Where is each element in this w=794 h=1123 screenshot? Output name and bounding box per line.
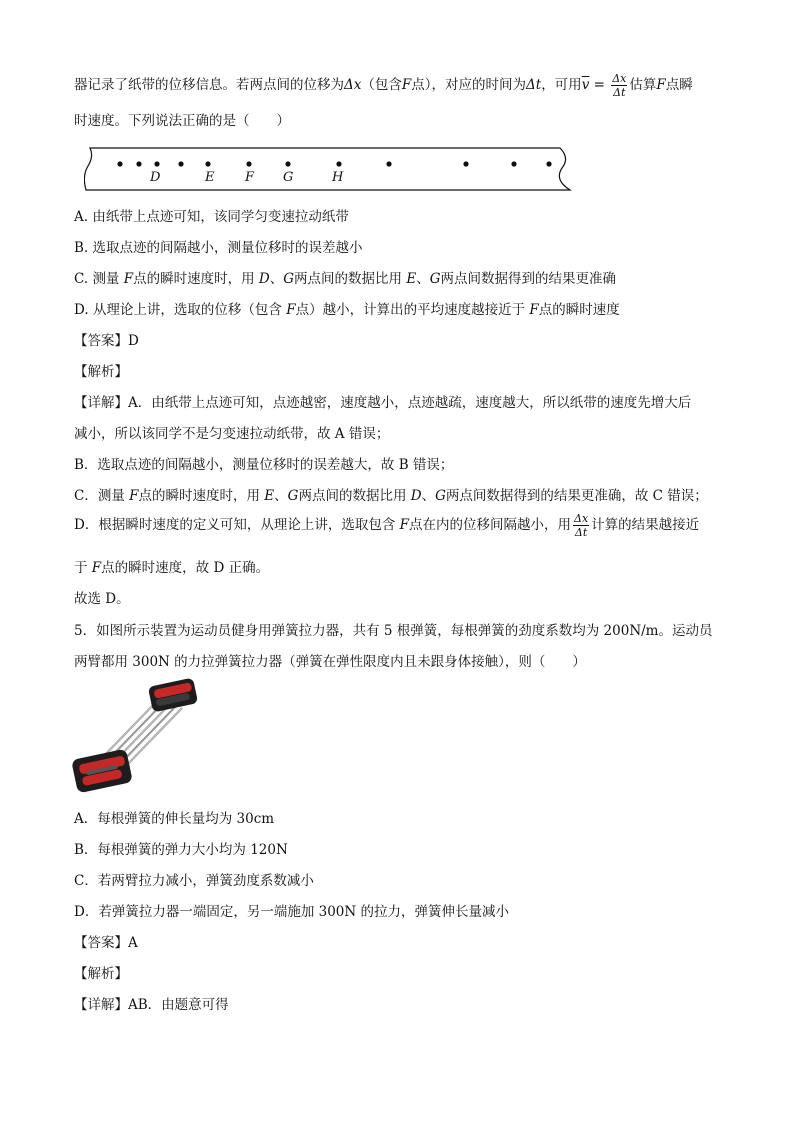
q5-answer — [74, 931, 138, 951]
detail-text: AB．由题意可得 — [128, 997, 229, 1013]
detail-tag: 【详解】 — [74, 395, 128, 411]
q4-option-a — [74, 205, 349, 225]
point-F: F — [401, 77, 412, 93]
detail-text: A．由纸带上点迹可知，点迹越密，速度越小，点迹越疏，速度越大，所以纸带的速度先增大后 — [128, 395, 692, 411]
q4-detail-line-2: 减小，所以该同学不是匀变速拉动纸带，故 A 错误； — [74, 426, 390, 442]
tape-dot — [546, 161, 551, 166]
detail-text: C．测量 — [74, 488, 130, 504]
option-text: 测量 — [92, 271, 124, 287]
tape-dot — [136, 161, 141, 166]
paper-tape-figure — [84, 146, 574, 196]
paper-tape — [84, 146, 574, 192]
tape-dot — [154, 161, 159, 166]
detail-text: D．根据瞬时速度的定义可知，从理论上讲，选取包含 — [74, 517, 400, 533]
tape-label-H: H — [332, 170, 344, 185]
q5-analysis-tag: 【解析】 — [74, 966, 128, 982]
q4-detail-line-3: B．选取点迹的间隔越小，测量位移时的误差越大，故 B 错误； — [74, 457, 454, 473]
fraction — [573, 512, 589, 539]
q5-option-d: D．若弹簧拉力器一端固定，另一端施加 300N 的拉力，弹簧伸长量减小 — [74, 904, 509, 920]
answer-tag: 【答案】 — [74, 935, 128, 951]
q4-answer — [74, 329, 139, 349]
q4-option-c — [74, 267, 616, 287]
q5-stem-line-2: 两臂都用 300N 的力拉弹簧拉力器（弹簧在弹性限度内且未跟身体接触），则（ ） — [74, 654, 586, 670]
intro-text: ，可用 — [541, 77, 582, 93]
tape-dot — [178, 161, 183, 166]
q5-option-c: C．若两臂拉力减小，弹簧劲度系数减小 — [74, 873, 314, 889]
answer-value: A — [128, 935, 138, 951]
q4-detail-line-5 — [74, 512, 699, 539]
point-F: F — [129, 488, 139, 504]
q5-option-a: A．每根弹簧的伸长量均为 30cm — [74, 811, 275, 827]
detail-text: 点的瞬时速度时，用 — [138, 488, 265, 504]
point-D: D — [410, 488, 422, 504]
point-F: F — [91, 560, 102, 576]
fraction-numerator: Δx — [574, 512, 589, 525]
fraction-numerator: Δx — [612, 72, 627, 85]
delta-x: Δx — [344, 77, 362, 93]
point-G: G — [435, 488, 446, 504]
detail-text: 点的瞬时速度，故 D 正确。 — [101, 560, 270, 576]
intro-text: 点），对应的时间为 — [411, 77, 526, 93]
intro-line-1 — [74, 72, 693, 99]
intro-text: 器记录了纸带的位移信息。若两点间的位移为 — [74, 77, 344, 93]
tape-dot — [511, 161, 516, 166]
answer-value: D — [128, 333, 139, 349]
point-D: D — [258, 271, 270, 287]
q5-stem-line-1: 5．如图所示装置为运动员健身用弹簧拉力器，共有 5 根弹簧，每根弹簧的劲度系数均为 200N/m。运动员 — [74, 623, 713, 639]
bottom-handle — [71, 749, 133, 794]
q4-option-b — [74, 236, 363, 256]
point-F: F — [656, 77, 666, 93]
q5-detail — [74, 993, 229, 1013]
q4-detail-line-6 — [74, 556, 269, 576]
option-prefix: B. — [74, 240, 93, 256]
option-text: 两点间的数据比用 — [294, 271, 407, 287]
point-E: E — [406, 271, 417, 287]
detail-text: 两点间的数据比用 — [298, 488, 411, 504]
option-text: 从理论上讲，选取的位移（包含 — [92, 302, 287, 318]
tape-dot — [463, 161, 468, 166]
detail-tag: 【详解】 — [74, 997, 128, 1013]
spring-expander-image — [70, 676, 200, 800]
equals: = — [589, 77, 610, 93]
point-G: G — [283, 271, 295, 287]
detail-text: 点在内的位移间隔越小，用 — [409, 517, 571, 533]
separator: 、 — [421, 488, 436, 504]
avg-velocity: $\overline{v}$ — [581, 77, 590, 93]
tape-dot — [386, 161, 391, 166]
option-text: 两点间数据得到的结果更准确 — [440, 271, 616, 287]
option-text: 选取点迹的间隔越小，测量位移时的误差越小 — [92, 240, 363, 256]
option-prefix: A. — [74, 209, 93, 225]
tape-dot — [336, 161, 341, 166]
intro-text: （包含 — [361, 77, 402, 93]
intro-text: 估算 — [629, 77, 657, 93]
q4-conclusion: 故选 D。 — [74, 591, 130, 607]
detail-text: 于 — [74, 560, 92, 576]
point-F: F — [123, 271, 134, 287]
point-F: F — [399, 517, 409, 533]
point-G: G — [429, 271, 441, 287]
option-text: 点的瞬时速度时，用 — [133, 271, 259, 287]
detail-text: 两点间数据得到的结果更准确，故 C 错误； — [445, 488, 708, 504]
option-text: 点的瞬时速度 — [538, 302, 620, 318]
fraction-denominator: Δt — [613, 86, 626, 99]
detail-text: 计算的结果越接近 — [591, 517, 700, 533]
point-E: E — [264, 488, 275, 504]
fraction-denominator: Δt — [574, 526, 588, 539]
q5-option-b: B．每根弹簧的弹力大小均为 120N — [74, 842, 288, 858]
tape-label-G: G — [283, 170, 294, 185]
top-handle — [148, 678, 198, 713]
q4-detail-line-4 — [74, 484, 708, 504]
point-G: G — [287, 488, 299, 504]
separator: 、 — [416, 271, 430, 287]
tape-label-D: D — [150, 170, 161, 185]
point-F: F — [529, 302, 539, 318]
tape-dot — [246, 161, 251, 166]
tape-label-F: F — [245, 170, 255, 185]
option-text: 点）越小，计算出的平均速度越接近于 — [295, 302, 530, 318]
intro-text: 点瞬 — [665, 77, 693, 93]
tape-dot — [117, 161, 122, 166]
spring-expander — [70, 676, 200, 796]
point-F: F — [286, 302, 296, 318]
fraction — [611, 72, 627, 99]
tape-label-E: E — [205, 170, 215, 185]
tape-dot — [205, 161, 210, 166]
delta-t: Δt — [526, 77, 542, 93]
option-text: 由纸带上点迹可知，该同学匀变速拉动纸带 — [92, 209, 349, 225]
tape-dot — [285, 161, 290, 166]
q4-detail-line-1 — [74, 391, 691, 411]
option-prefix: D. — [74, 302, 93, 318]
separator: 、 — [274, 488, 288, 504]
q4-option-d — [74, 298, 620, 318]
separator: 、 — [269, 271, 284, 287]
option-prefix: C. — [74, 271, 93, 287]
q4-analysis-tag: 【解析】 — [74, 364, 128, 380]
intro-line-2: 时速度。下列说法正确的是（ ） — [74, 113, 290, 129]
answer-tag: 【答案】 — [74, 333, 128, 349]
